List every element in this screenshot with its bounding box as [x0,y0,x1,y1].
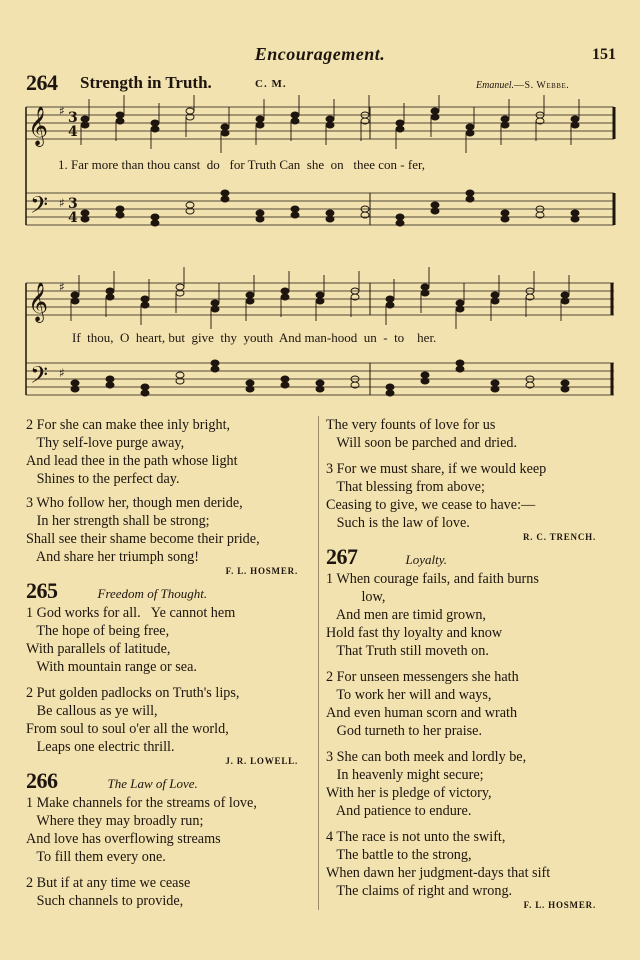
notehead [561,292,569,298]
verse-line: Leaps one electric thrill. [26,739,175,755]
notehead [456,360,464,366]
notehead [221,196,229,202]
notehead [466,124,474,130]
treble-staff [26,107,614,139]
notehead [561,298,569,304]
notehead [176,372,184,378]
verse-line: That blessing from above; [326,479,485,495]
bass-clef-icon: 𝄢 [30,361,49,394]
hymn-267-number: 267 [326,544,358,569]
notehead [246,292,254,298]
notehead [561,386,569,392]
hymn-264-author: F. L. HOSMER. [225,566,298,576]
notehead [71,380,79,386]
notehead [316,298,324,304]
verse-line: That Truth still moveth on. [326,643,489,659]
notehead [116,206,124,212]
notehead [466,130,474,136]
verse-line: Where they may broadly run; [26,813,204,829]
notehead [431,202,439,208]
notehead [106,294,114,300]
notehead [456,306,464,312]
notehead [81,122,89,128]
verse-line: Shines to the perfect day. [26,471,180,487]
notehead [501,210,509,216]
verse-line: 1 God works for all. Ye cannot hem [26,605,236,621]
verse-line: The battle to the strong, [326,847,472,863]
notehead [386,302,394,308]
notehead [326,210,334,216]
notehead [501,216,509,222]
verse-line: 2 For unseen messengers she hath [326,669,519,685]
notehead [431,114,439,120]
notehead [561,380,569,386]
verse-line: From soul to soul o'er all the world, [26,721,229,737]
notehead [386,296,394,302]
verse-line: And lead thee in the path whose light [26,453,238,469]
notehead [291,212,299,218]
notehead [491,292,499,298]
notehead [71,386,79,392]
sharp-icon: ♯ [59,280,65,294]
verse-line: Thy self-love purge away, [26,435,185,451]
notehead [151,126,159,132]
verse-line: The very founts of love for us [326,417,496,433]
notehead [81,216,89,222]
notehead [281,382,289,388]
right-column [326,416,626,910]
notehead [491,386,499,392]
verse-line: 2 But if at any time we cease [26,875,191,891]
hymn-264-verses [26,416,318,910]
page-number: 151 [592,46,616,63]
hymn-264-verse-2 [26,416,318,488]
hymn-267-verse-2 [326,668,626,740]
notehead [256,216,264,222]
hymn-265-verse-1 [26,604,318,676]
notehead [116,118,124,124]
tune-name: Emanuel. [476,80,515,91]
notehead [256,116,264,122]
notehead [466,196,474,202]
hymn-265-author: J. R. LOWELL. [225,756,298,766]
hymn-264-number: 264 [26,70,58,95]
notehead [326,116,334,122]
notehead [116,212,124,218]
verse-line: God turneth to her praise. [326,723,483,739]
verse-line: 3 Who follow her, though men deride, [26,495,243,511]
verse-line: 3 For we must share, if we would keep [326,461,547,477]
notehead [186,202,194,208]
verse-line: And love has overflowing streams [26,831,221,847]
notehead [246,380,254,386]
notehead [186,108,194,114]
notehead [256,122,264,128]
notehead [571,210,579,216]
verse-line: The claims of right and wrong. [326,883,513,899]
hymn-264-meter: C. M. [255,78,287,90]
verse-line: To work her will and ways, [326,687,492,703]
notehead [151,220,159,226]
notehead [326,216,334,222]
notehead [221,130,229,136]
hymn-264-title: Strength in Truth. [80,73,212,92]
notehead [396,220,404,226]
notehead [221,124,229,130]
notehead [316,380,324,386]
hymn-266-heading [26,768,318,794]
sharp-icon: ♯ [59,196,65,210]
hymn-267-verse-1 [326,570,626,660]
notehead [316,292,324,298]
verse-line: low, [326,589,386,605]
notehead [71,298,79,304]
sharp-icon: ♯ [59,366,65,380]
verse-line: 2 For she can make thee inly bright, [26,417,231,433]
verse-line: And men are timid grown, [326,607,486,623]
notehead [386,390,394,396]
notehead [106,382,114,388]
verse-line: Ceasing to give, we cease to have:— [326,497,536,513]
hymn-267-verse-3 [326,748,626,820]
time-signature-digit: 4 [68,124,78,140]
verse-line: In her strength shall be strong; [26,513,210,529]
notehead [106,288,114,294]
verse-line: With mountain range or sea. [26,659,197,675]
verse-line: When dawn her judgment-days that sift [326,865,551,881]
notehead [141,390,149,396]
notehead [151,120,159,126]
notehead [396,214,404,220]
notehead [421,372,429,378]
bass-clef-icon: 𝄢 [30,191,49,224]
notehead [291,206,299,212]
notehead [211,300,219,306]
notehead [431,208,439,214]
notehead [501,116,509,122]
verse-line: Hold fast thy loyalty and know [326,625,503,641]
notehead [281,376,289,382]
verse-line: With parallels of latitude, [26,641,171,657]
notehead [81,210,89,216]
notehead [571,216,579,222]
hymn-264-lyric-line-2: If thou, O heart, but give thy youth And man-hood un - to her. [72,330,437,345]
notehead [141,384,149,390]
notehead [456,300,464,306]
hymn-265-verse-2 [26,684,318,756]
hymn-266-verse-3 [326,460,626,532]
column-divider [318,416,319,910]
hymn-266-number: 266 [26,768,58,793]
notehead [326,122,334,128]
notehead [106,376,114,382]
time-signature-digit: 3 [68,196,78,212]
verse-line: And share her triumph song! [26,549,199,565]
notehead [571,122,579,128]
notehead [116,112,124,118]
hymn-266-author: R. C. TRENCH. [523,532,596,542]
notehead [316,386,324,392]
verse-line: With her is pledge of victory, [326,785,492,801]
notehead [396,126,404,132]
hymn-266-verse-1 [26,794,318,866]
verse-line: 1 Make channels for the streams of love, [26,795,257,811]
notehead [491,298,499,304]
composer: —S. Webbe. [514,80,570,91]
notehead [421,378,429,384]
notehead [291,112,299,118]
hymn-267-author: F. L. HOSMER. [523,900,596,910]
notehead [141,296,149,302]
notehead [501,122,509,128]
verse-line: 3 She can both meek and lordly be, [326,749,527,765]
bass-staff [26,193,614,225]
notehead [256,210,264,216]
sharp-icon: ♯ [59,104,65,118]
notehead [211,366,219,372]
hymn-266-title: The Law of Love. [107,776,198,791]
notehead [246,386,254,392]
section-title: Encouragement. [254,44,386,64]
hymn-264-lyric-line-1: 1. Far more than thou canst do for Truth Can she on thee con - fer, [58,157,426,172]
notehead [281,288,289,294]
verse-line: To fill them every one. [26,849,166,865]
hymn-266-verse-2-continued [326,416,626,452]
hymn-267-heading [326,544,626,570]
notehead [456,366,464,372]
hymn-265-title: Freedom of Thought. [97,586,208,601]
treble-clef-icon: 𝄞 [28,282,49,322]
notehead [421,284,429,290]
time-signature-digit: 3 [68,110,78,126]
verse-line: And even human scorn and wrath [326,705,518,721]
notehead [211,360,219,366]
notehead [211,306,219,312]
notehead [221,190,229,196]
notehead [151,214,159,220]
hymn-267-title: Loyalty. [405,552,448,567]
verse-line: Shall see their shame become their pride, [26,531,260,547]
hymn-265-heading [26,578,318,604]
verse-line: And patience to endure. [326,803,472,819]
hymn-265-number: 265 [26,578,58,603]
notehead [176,284,184,290]
verse-line: Such is the law of love. [326,515,470,531]
notehead [396,120,404,126]
verse-line: 2 Put golden padlocks on Truth's lips, [26,685,240,701]
notehead [571,116,579,122]
notehead [246,298,254,304]
treble-clef-icon: 𝄞 [28,106,49,146]
notehead [291,118,299,124]
notehead [81,116,89,122]
verse-line: 4 The race is not unto the swift, [326,829,506,845]
hymn-266-verse-2 [26,874,318,910]
notehead [386,384,394,390]
notehead [431,108,439,114]
verse-line: Such channels to provide, [26,893,184,909]
verse-line: 1 When courage fails, and faith burns [326,571,539,587]
notehead [421,290,429,296]
verse-line: Will soon be parched and dried. [326,435,518,451]
notehead [141,302,149,308]
verse-line: The hope of being free, [26,623,170,639]
notehead [71,292,79,298]
notehead [281,294,289,300]
verse-line: Be callous as ye will, [26,703,158,719]
hymn-267-verse-4 [326,828,626,900]
time-signature-digit: 4 [68,210,78,226]
hymn-264-verse-3 [26,494,318,566]
notehead [466,190,474,196]
notehead [491,380,499,386]
hymn-264-tune [476,80,569,91]
verse-line: In heavenly might secure; [326,767,484,783]
